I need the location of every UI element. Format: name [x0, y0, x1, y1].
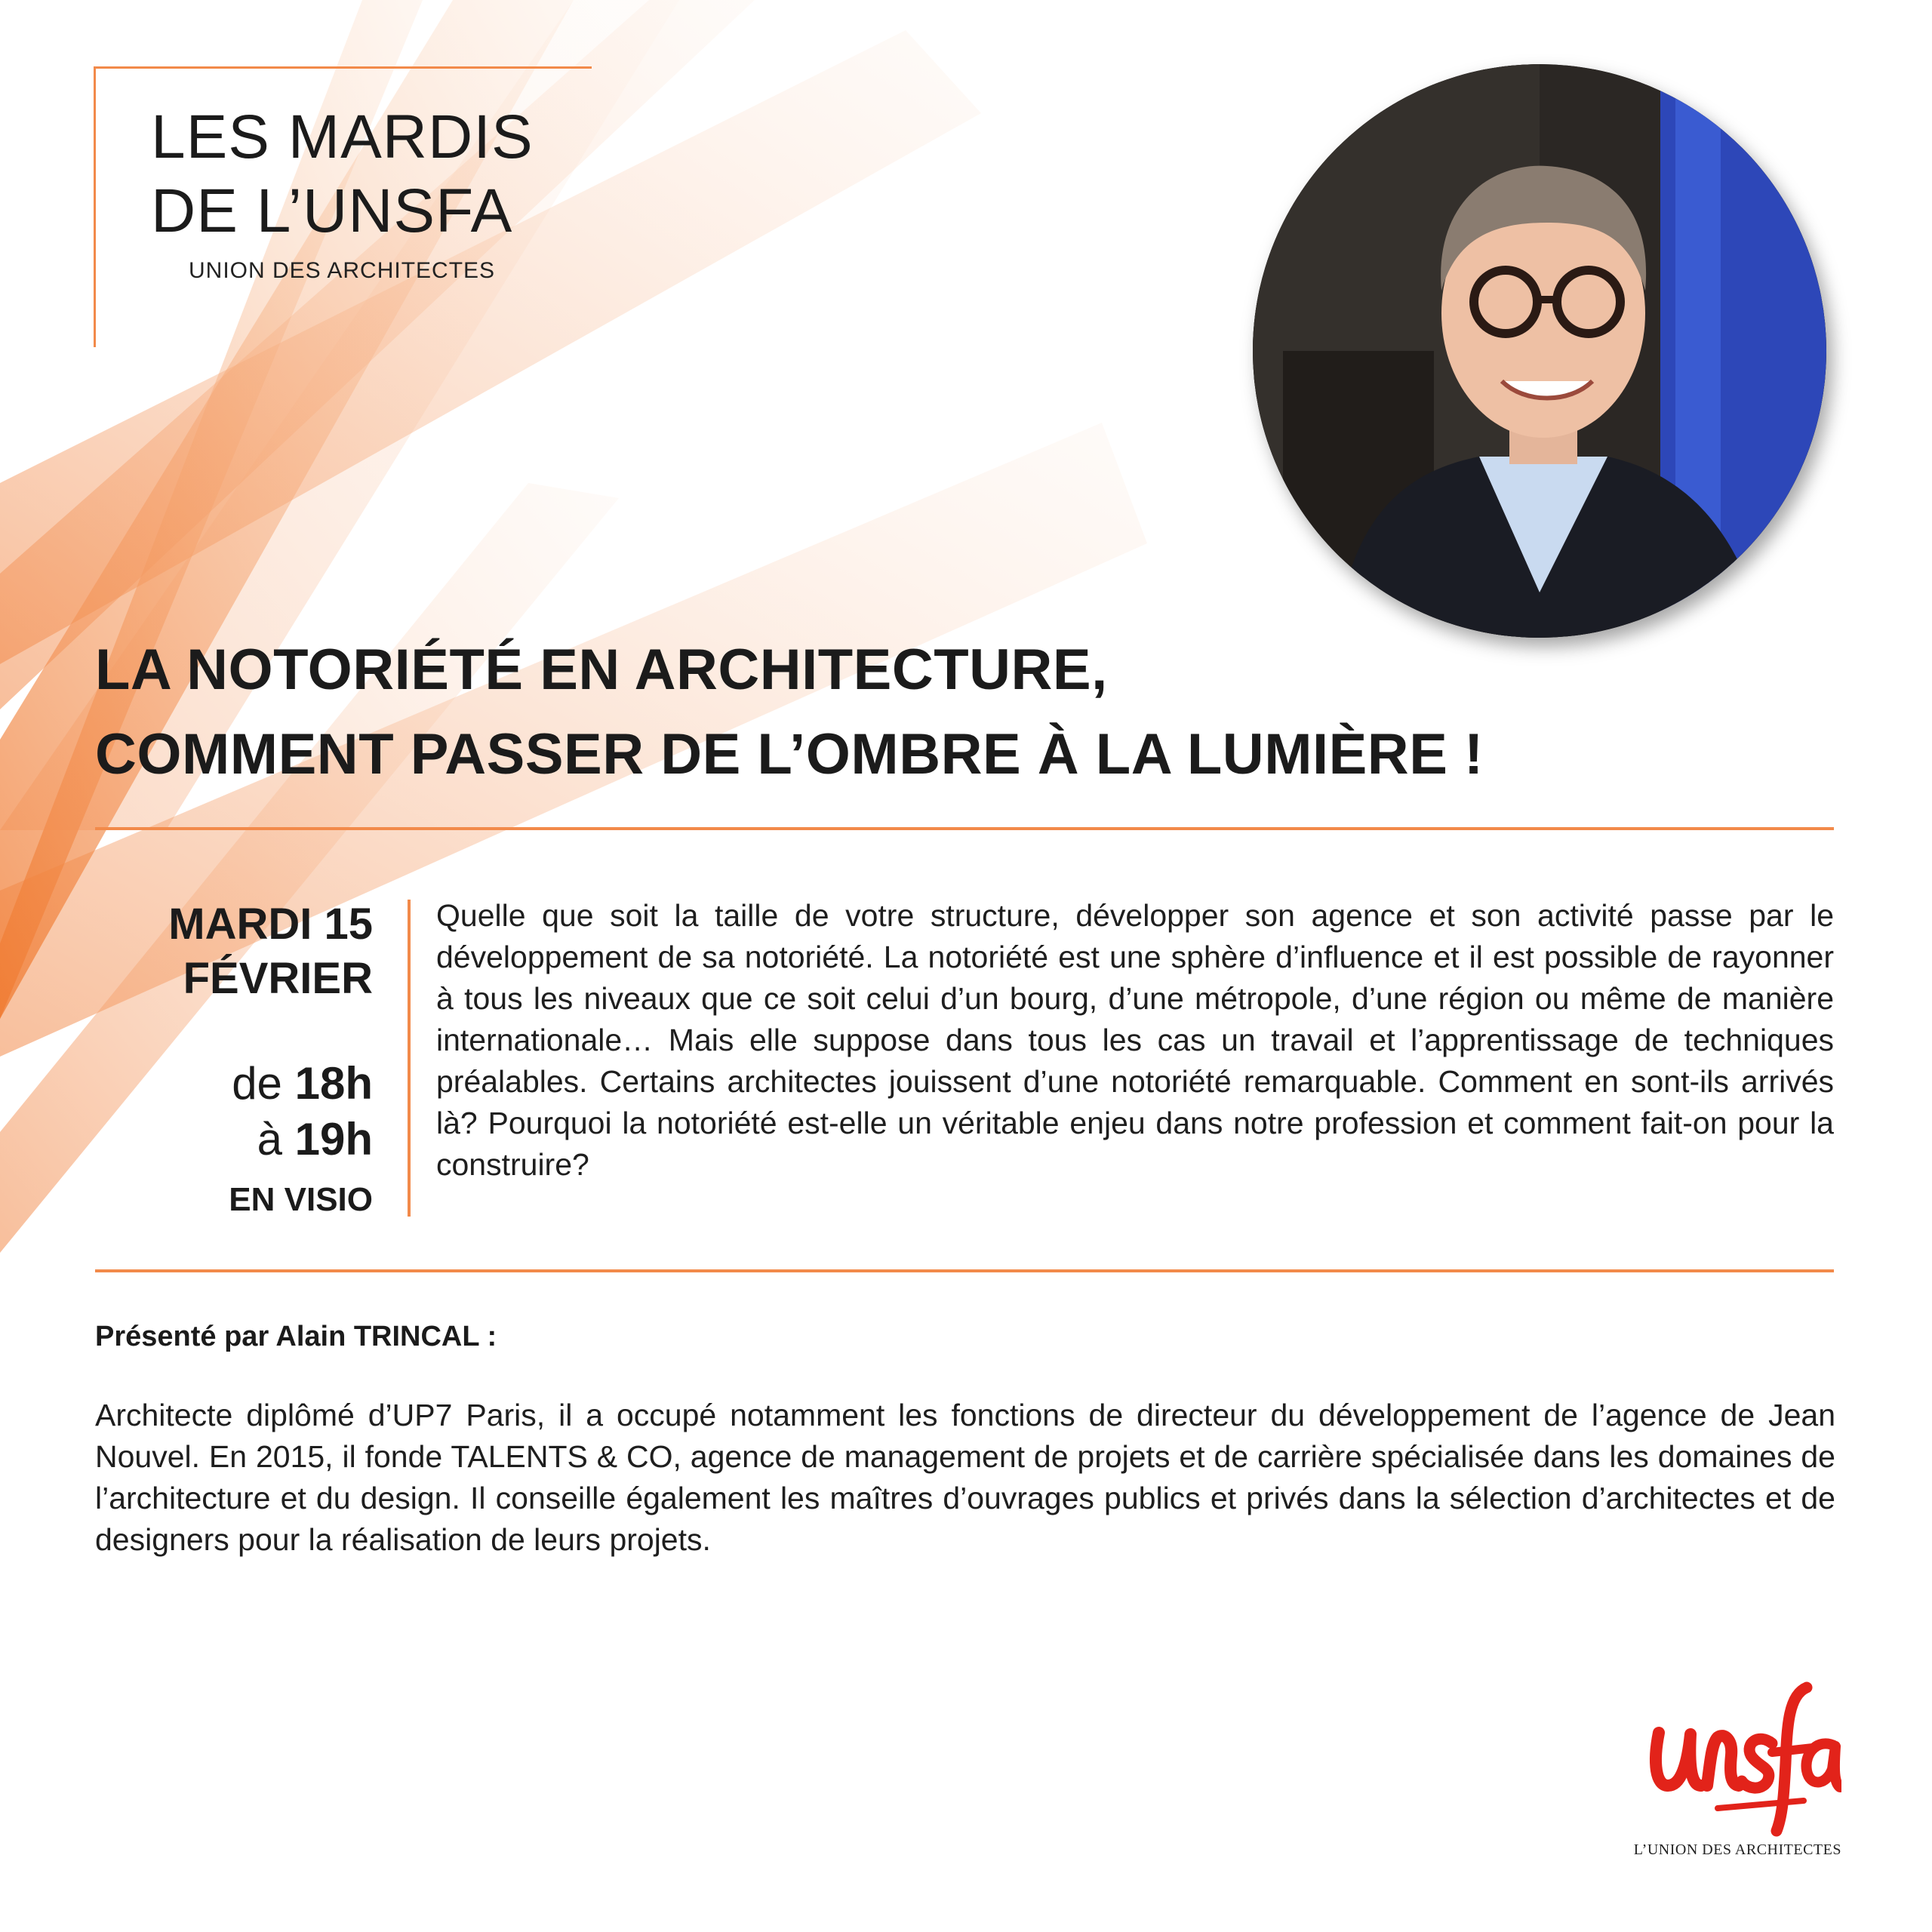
- event-day: MARDI 15: [168, 900, 373, 949]
- event-start-time: 18h: [294, 1058, 373, 1109]
- series-frame-top: [94, 66, 592, 69]
- series-title-line2: DE L’UNSFA: [151, 177, 513, 245]
- event-to-label: à: [257, 1114, 282, 1164]
- headline-line1: LA NOTORIÉTÉ EN ARCHITECTURE,: [95, 638, 1108, 702]
- headline-line2: COMMENT PASSER DE L’OMBRE À LA LUMIÈRE !: [95, 722, 1484, 786]
- date-divider: [408, 900, 411, 1217]
- series-frame-left: [94, 66, 96, 347]
- presenter-heading: Présenté par Alain TRINCAL :: [95, 1321, 497, 1352]
- divider-bottom: [95, 1269, 1834, 1272]
- event-from-label: de: [232, 1058, 282, 1109]
- event-format: EN VISIO: [229, 1181, 373, 1218]
- divider-top: [95, 827, 1834, 830]
- event-description: Quelle que soit la taille de votre structure, développer son agence et son activité passe par le développement de sa notoriété. La notoriété est une sphère d’influence et il est possible de rayonner à tous les niveaux que ce soit celui d’un bourg, d’une métropole, d’une région ou même de manière internationale… Mais elle suppose dans tous les cas un travail et l’apprentissage de techniques préalables. Certains architectes jouissent d’une notoriété remarquable. Comment en sont-ils arrivés là? Pourquoi la notoriété est-elle un véritable enjeu dans notre profession et comment fait-on pour la construire?: [436, 898, 1834, 1182]
- series-title-line1: LES MARDIS: [151, 103, 534, 171]
- presenter-bio: Architecte diplômé d’UP7 Paris, il a occupé notamment les fonctions de directeur du développement de l’agence de Jean Nouvel. En 2015, il fonde TALENTS & CO, agence de management de projets et de carrière spécialisée dans les domaines de l’architecture et du design. Il conseille également les maîtres d’ouvrages publics et privés dans la sélection d’architectes et de designers pour la réalisation de leurs projets.: [95, 1398, 1835, 1557]
- series-subtitle: UNION DES ARCHITECTES: [189, 258, 496, 283]
- logo-tagline: L’UNION DES ARCHITECTES: [1633, 1841, 1841, 1858]
- event-end: [257, 1112, 373, 1167]
- unsfa-logo: [1645, 1680, 1841, 1838]
- speaker-portrait: [1253, 64, 1826, 638]
- event-end-time: 19h: [294, 1114, 373, 1164]
- event-start: [232, 1057, 373, 1111]
- event-month: FÉVRIER: [183, 954, 373, 1003]
